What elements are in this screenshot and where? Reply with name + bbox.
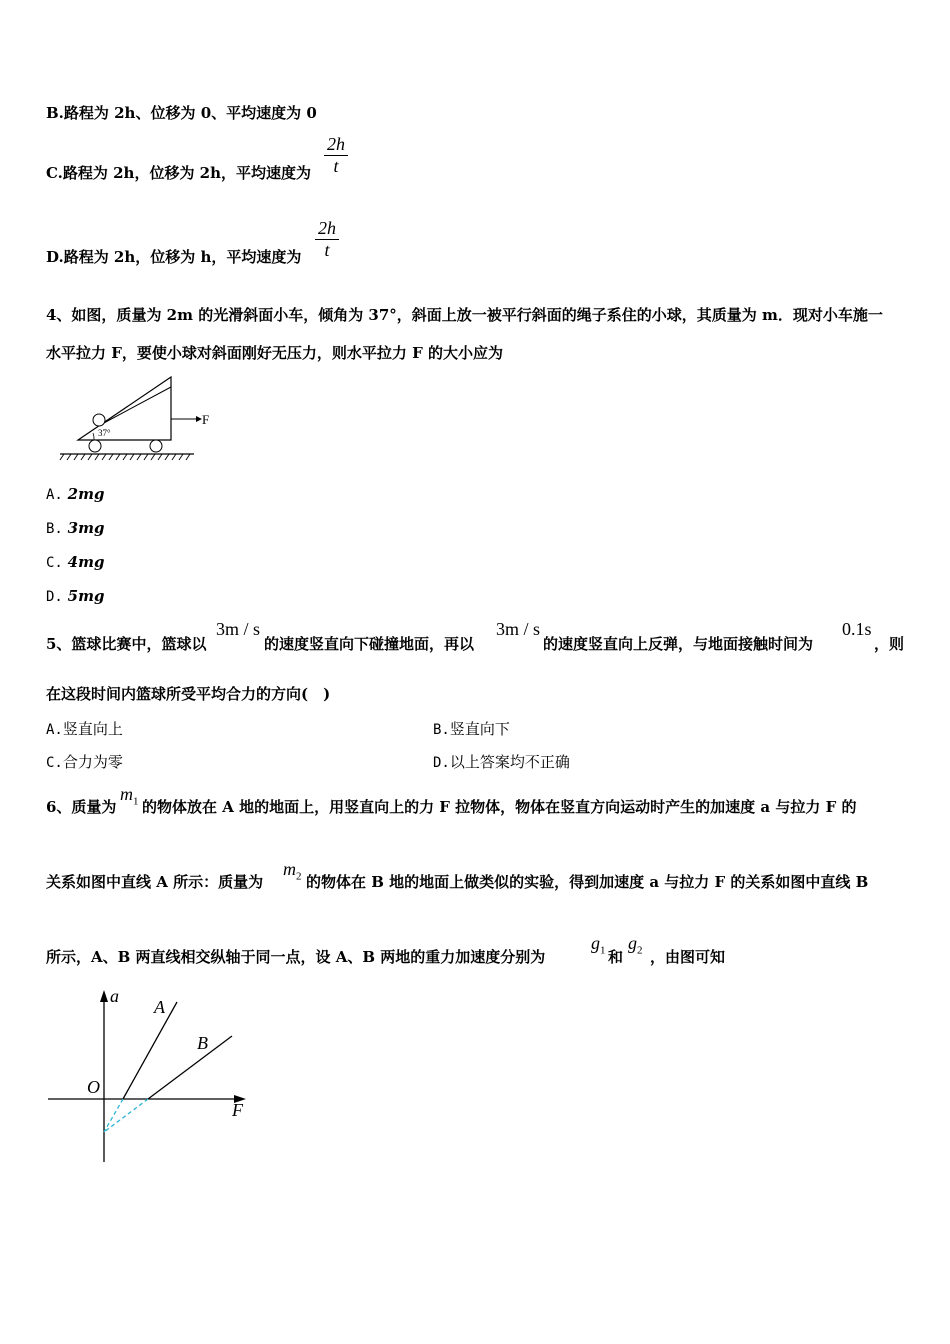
q4-stem-line2: 水平拉力 F，要使小球对斜面刚好无压力，则水平拉力 F 的大小应为 <box>46 344 503 362</box>
q3-option-c-fraction <box>324 134 348 177</box>
q4-stem-line1: 4、如图，质量为 2m 的光滑斜面小车，倾角为 37°，斜面上放一被平行斜面的绳子系住的小球，其质量为 m．现对小车施一 <box>46 306 883 324</box>
fraction-numerator: 2h <box>324 134 348 156</box>
q5-stem-c: 的速度竖直向上反弹，与地面接触时间为 <box>543 635 814 653</box>
line-a <box>123 1002 177 1099</box>
q4-option-b: B. 3mg <box>46 519 105 537</box>
q6-line1-b: 的物体放在 A 地的地面上，用竖直向上的力 F 拉物体，物体在竖直方向运动时产生的加速度 a 与拉力 F 的 <box>142 798 857 816</box>
q3-option-b: B.路程为 2h、位移为 0、平均速度为 0 <box>46 104 317 122</box>
fraction-denominator: t <box>324 240 330 260</box>
q4-option-a: A. 2mg <box>46 485 105 503</box>
q3-option-c: C.路程为 2h，位移为 2h，平均速度为 <box>46 164 312 182</box>
q5-speed-2: 3m / s <box>496 619 541 639</box>
fraction-denominator: t <box>333 156 339 176</box>
q5-stem-d: ，则 <box>874 635 905 653</box>
q5-option-a: A.竖直向上 <box>46 720 123 738</box>
q6-m2: $m_2$ <box>283 859 302 883</box>
q6-graph-figure <box>44 984 254 1166</box>
origin-label: O <box>87 1077 100 1097</box>
q5-option-c: C.合力为零 <box>46 753 123 771</box>
force-label: F <box>202 412 210 427</box>
q4-cart-incline-figure <box>58 375 218 465</box>
q6-g2: $g_2$ <box>628 933 643 957</box>
q4-option-d: D. 5mg <box>46 587 105 605</box>
q6-line2-b: 的物体在 B 地的地面上做类似的实验，得到加速度 a 与拉力 F 的关系如图中直线 B <box>306 873 869 891</box>
ball <box>93 414 105 426</box>
q5-option-d: D.以上答案均不正确 <box>433 753 570 771</box>
line-b <box>148 1036 232 1099</box>
q6-line3-c: ，由图可知 <box>650 948 726 966</box>
q6-and: 和 <box>608 948 624 966</box>
q6-m1: $m_1$ <box>120 784 139 808</box>
q5-stem-a: 5、篮球比赛中，篮球以 <box>46 635 207 653</box>
q5-speed-1: 3m / s <box>216 619 261 639</box>
line-a-label: A <box>154 997 165 1017</box>
q4-option-c: C. 4mg <box>46 553 105 571</box>
wheel <box>150 440 162 452</box>
q6-line3-a: 所示，A、B 两直线相交纵轴于同一点，设 A、B 两地的重力加速度分别为 <box>46 948 546 966</box>
fraction-numerator: 2h <box>315 218 339 240</box>
q6-line2-a: 关系如图中直线 A 所示：质量为 <box>46 873 264 891</box>
q5-option-b: B.竖直向下 <box>433 720 510 738</box>
q5-stem-line2: 在这段时间内篮球所受平均合力的方向( ) <box>46 685 331 703</box>
x-axis-label: F <box>232 1100 243 1120</box>
q3-option-d-fraction <box>315 218 339 261</box>
q6-g1: $g_1$ <box>591 933 606 957</box>
y-axis-label: a <box>110 986 119 1006</box>
line-b-label: B <box>197 1033 208 1053</box>
wheel <box>89 440 101 452</box>
angle-label: 37° <box>98 428 111 438</box>
q6-line1-a: 6、质量为 <box>46 798 117 816</box>
q5-stem-b: 的速度竖直向下碰撞地面，再以 <box>264 635 475 653</box>
q5-time: 0.1s <box>842 619 872 639</box>
q3-option-d: D.路程为 2h，位移为 h，平均速度为 <box>46 248 302 266</box>
